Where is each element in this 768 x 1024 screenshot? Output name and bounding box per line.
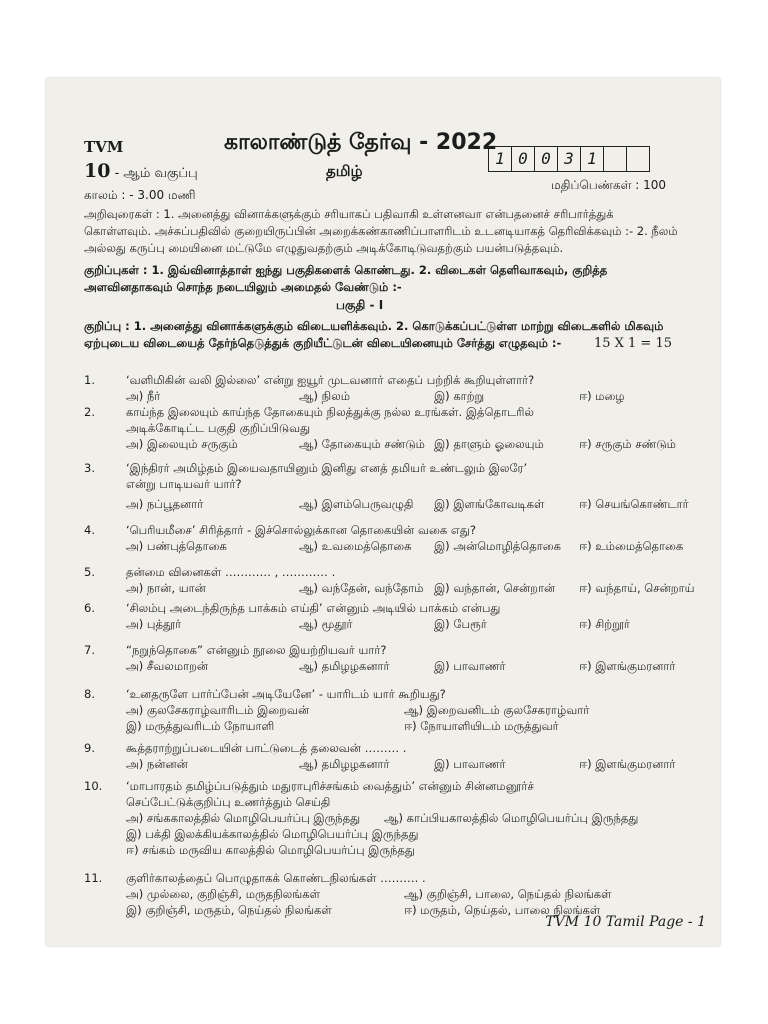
question-text: தன்மை வினைகள் ………… , ………… . [126,565,336,579]
option-1: அ) பண்புத்தொகை [126,539,227,553]
option-1: அ) இலையும் சருகும் [126,437,238,451]
page-footer: TVM 10 Tamil Page - 1 [545,914,706,930]
reg-digit [604,147,627,171]
question-number: 8. [84,687,95,701]
option-2: ஆ) தோகையும் சண்டும் [299,437,425,451]
reg-digit: 1 [489,147,512,171]
option-2: ஆ) இளம்பெருவழுதி [299,497,414,511]
option-3: இ) வந்தான், சென்றான் [434,581,556,595]
option-1: அ) புத்தூர் [126,617,182,631]
option-3: இ) தாளும் ஓலையும் [434,437,544,451]
exam-paper [46,78,720,946]
instructions: அறிவுரைகள் : 1. அனைத்து வினாக்களுக்கும் சரியாகப் பதிவாகி உள்ளனவா என்பதனைச் சரிபார்த்துக் கொள்ளவும். அச்சுப்பதிவில் குறையிருப்பின் அறைக்கண்காணிப்பாளரிடம் உடனடியாகத் தெரிவிக்கவும் :- 2. நீலம் அல்லது கருப்பு மையினை மட்டுமே எழுதுவதற்கும் அடிக்கோடிடுவதற்கும் பயன்படுத்தவும். [84,207,678,255]
question-text: “நறுந்தொகை” என்னும் நூலை இயற்றியவர் யார்? [126,643,387,657]
option-4: ஈ) இளங்குமரனார் [579,757,676,771]
district-code: TVM [84,138,124,156]
option-3: இ) பக்தி இலக்கியக்காலத்தில் மொழிபெயர்ப்பு இருந்தது [126,827,419,841]
option-1: அ) சீவலமாறன் [126,659,209,673]
option-2: ஆ) தமிழழகனார் [299,757,390,771]
option-3: இ) இளங்கோவடிகள் [434,497,545,511]
option-4: ஈ) மருதம், நெய்தல், பாலை நிலங்கள் [404,903,601,917]
question-text: காய்ந்த இலையும் காய்ந்த தோகையும் நிலத்துக்கு நல்ல உரங்கள். இத்தொடரில் [126,405,534,419]
question-text: குளிர்காலத்தைப் பொழுதாகக் கொண்டநிலங்கள் ………. . [126,871,426,885]
grade-label [84,160,198,182]
reg-digit [627,147,649,171]
option-2: ஆ) மூதூர் [299,617,353,631]
option-2: ஆ) வந்தேன், வந்தோம் [299,581,424,595]
question-text: ‘வளிமிகின் வலி இல்லை’ என்று ஐயூர் முடவனார் எதைப் பற்றிக் கூறியுள்ளார்? [126,373,535,387]
question-text: ‘சிலம்பு அடைந்திருந்த பாக்கம் எய்தி’ என்னும் அடியில் பாக்கம் என்பது [126,601,501,615]
question-text: அடிக்கோடிட்ட பகுதி குறிப்பிடுவது [126,421,311,435]
question-text: என்று பாடியவர் யார்? [126,477,242,491]
option-2: ஆ) குறிஞ்சி, பாலை, நெய்தல் நிலங்கள் [404,887,612,901]
total-marks: மதிப்பெண்கள் : 100 [551,178,667,192]
option-1: அ) முல்லை, குறிஞ்சி, மருதநிலங்கள் [126,887,320,901]
question-number: 9. [84,741,95,755]
option-1: அ) நப்பூதனார் [126,497,204,511]
exam-subject: தமிழ் [326,162,363,180]
question-number: 10. [84,779,103,793]
question-number: 1. [84,373,95,387]
option-1: அ) சங்ககாலத்தில் மொழிபெயர்ப்பு இருந்தது [126,811,361,825]
exam-duration: காலம் : - 3.00 மணி [84,188,196,202]
option-2: ஆ) நிலம் [299,389,351,403]
option-3: இ) பேரூர் [434,617,487,631]
option-2: ஆ) காப்பியகாலத்தில் மொழிபெயர்ப்பு இருந்தது [384,811,639,825]
question-text: ‘பெரியமீசை’ சிரித்தார் - இச்சொல்லுக்கான தொகையின் வகை எது? [126,523,476,537]
grade-number: 10 [84,160,111,182]
part-note: குறிப்பு : 1. அனைத்து வினாக்களுக்கும் விடையளிக்கவும். 2. கொடுக்கப்பட்டுள்ள மாற்று விடைகளில் மிகவும் ஏற்புடைய விடையைத் தேர்ந்தெடுத்துக் குறியீட்டுடன் விடையினையும் சேர்த்து எழுதவும் :- [84,319,664,350]
question-text: ‘இந்திரர் அமிழ்தம் இயைவதாயினும் இனிது எனத் தமியர் உண்டலும் இலரே’ [126,461,528,475]
option-2: ஆ) உவமைத்தொகை [299,539,412,553]
question-number: 7. [84,643,95,657]
exam-title: காலாண்டுத் தேர்வு - 2022 [224,130,498,155]
reg-digit: 1 [581,147,604,171]
option-4: ஈ) உம்மைத்தொகை [579,539,684,553]
option-3: இ) காற்று [434,389,485,403]
part-score: 15 X 1 = 15 [593,336,672,351]
option-3: இ) மருத்துவரிடம் நோயாளி [126,719,275,733]
option-4: ஈ) மழை [579,389,625,403]
option-3: இ) பாவாணர் [434,757,506,771]
option-4: ஈ) வந்தாய், சென்றாய் [579,581,695,595]
part-heading: பகுதி - I [336,298,384,312]
question-text: கூத்தராற்றுப்படையின் பாட்டுடைத் தலைவன் ……… . [126,741,407,755]
reg-digit: 3 [558,147,581,171]
question-number: 4. [84,523,95,537]
question-number: 5. [84,565,95,579]
reg-digit: 0 [512,147,535,171]
option-4: ஈ) சருகும் சண்டும் [579,437,676,451]
option-4: ஈ) செயங்கொண்டார் [579,497,689,511]
question-text: ‘உனதருளே பார்ப்பேன் அடியேனே’ - யாரிடம் யார் கூறியது? [126,687,446,701]
option-4: ஈ) இளங்குமரனார் [579,659,676,673]
question-number: 6. [84,601,95,615]
question-number: 3. [84,461,95,475]
option-1: அ) நான், யான் [126,581,206,595]
question-text: செப்பேட்டுக்குறிப்பு உணர்த்தும் செய்தி [126,795,331,809]
question-text: ‘மாபாரதம் தமிழ்ப்படுத்தும் மதுராபுரிச்சங்கம் வைத்தும்’ என்னும் சின்னமனூர்ச் [126,779,534,793]
reg-digit: 0 [535,147,558,171]
option-1: அ) நன்னன் [126,757,188,771]
notes: குறிப்புகள் : 1. இவ்வினாத்தாள் ஐந்து பகுதிகளைக் கொண்டது. 2. விடைகள் தெளிவாகவும், குறித்த அளவினதாகவும் சொந்த நடையிலும் அமைதல் வேண்டும் :- [84,263,608,294]
option-1: அ) நீர் [126,389,161,403]
option-4: ஈ) சிற்றூர் [579,617,630,631]
option-4: ஈ) சங்கம் மருவிய காலத்தில் மொழிபெயர்ப்பு இருந்தது [126,843,415,857]
question-number: 11. [84,871,103,885]
option-1: அ) குலசேகராழ்வாரிடம் இறைவன் [126,703,310,717]
option-3: இ) குறிஞ்சி, மருதம், நெய்தல் நிலங்கள் [126,903,332,917]
option-3: இ) அன்மொழித்தொகை [434,539,561,553]
register-number-box [488,146,650,172]
option-4: ஈ) நோயாளியிடம் மருத்துவர் [404,719,559,733]
grade-text: - ஆம் வகுப்பு [114,166,198,181]
option-2: ஆ) இறைவனிடம் குலசேகராழ்வார் [404,703,590,717]
question-number: 2. [84,405,95,419]
option-3: இ) பாவாணர் [434,659,506,673]
option-2: ஆ) தமிழழகனார் [299,659,390,673]
